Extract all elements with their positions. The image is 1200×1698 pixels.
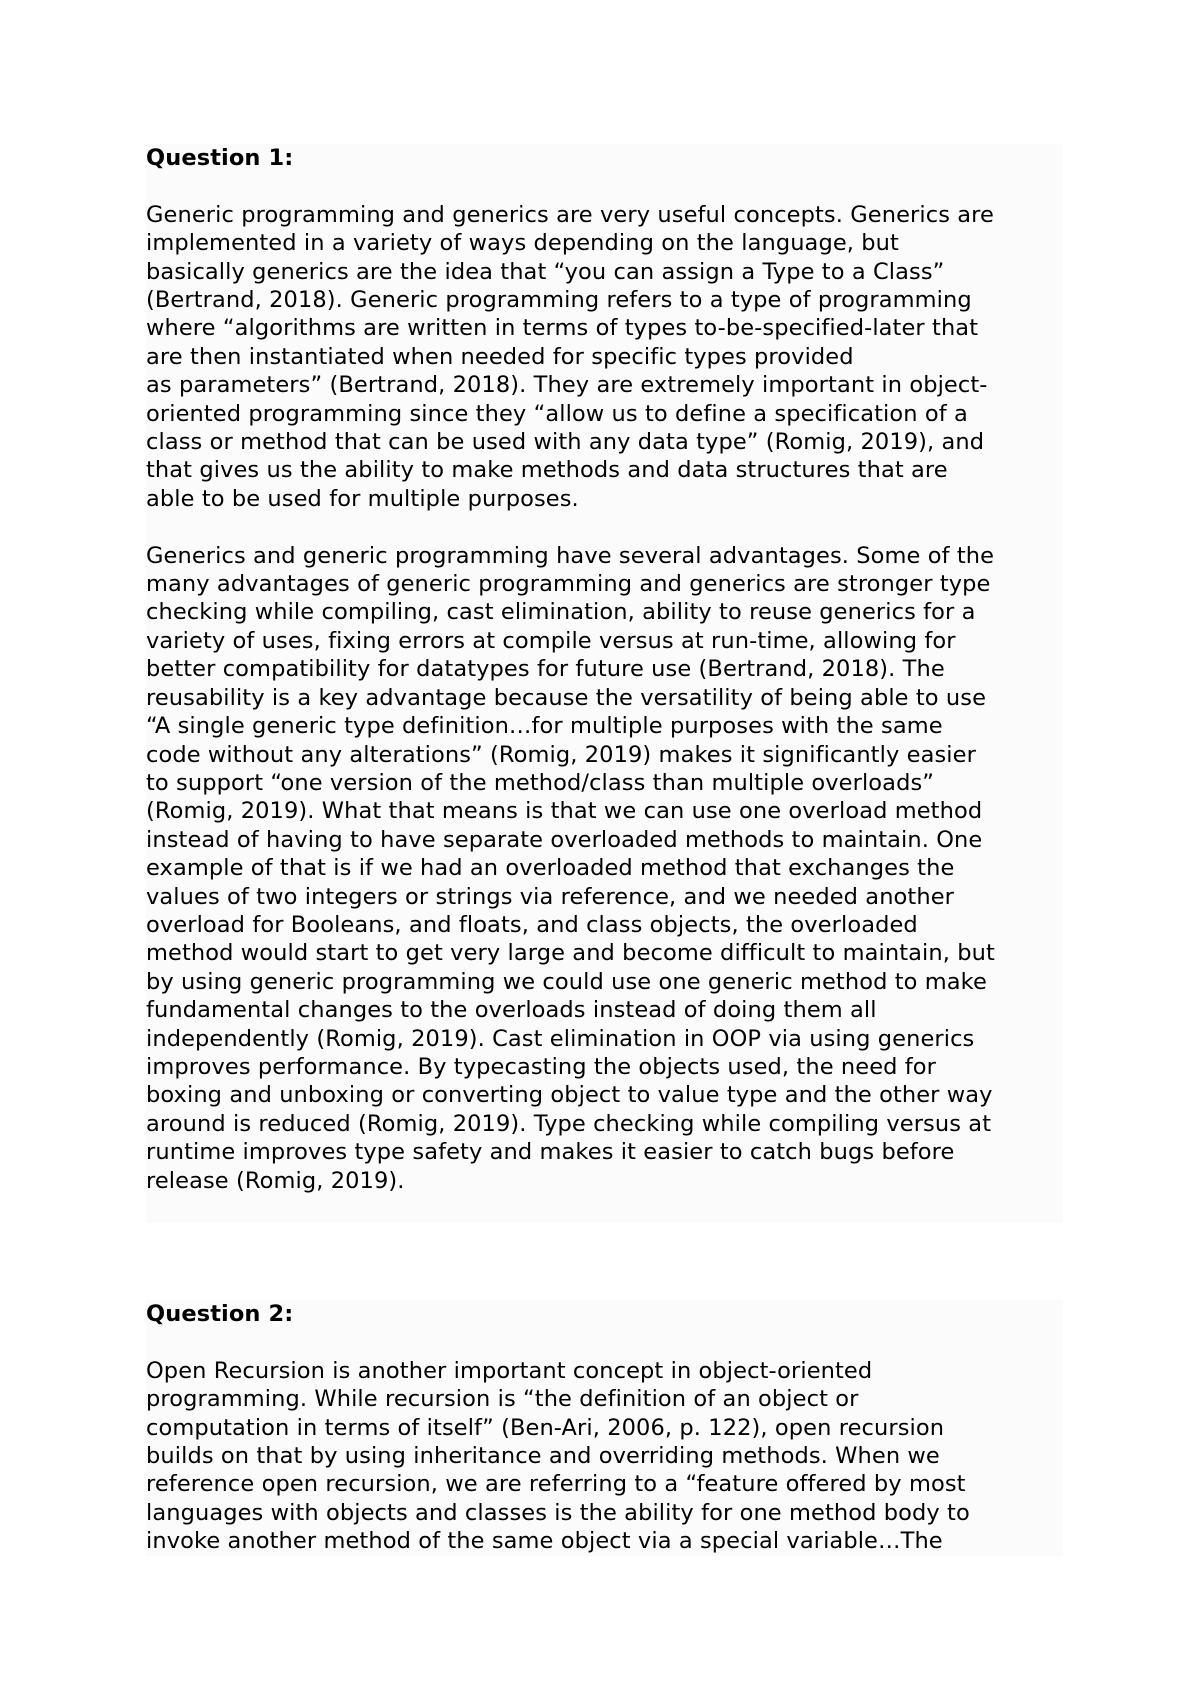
text-line: Generic programming and generics are very useful concepts. Generics are [146,201,994,228]
text-line: code without any alterations” (Romig, 2019) makes it significantly easier [146,741,976,768]
text-line: (Romig, 2019). What that means is that we can use one overload method [146,798,983,825]
question-2-section [146,1300,1063,1556]
text-line: (Bertrand, 2018). Generic programming refers to a type of programming [146,287,972,314]
text-line: languages with objects and classes is the ability for one method body to [146,1499,970,1526]
text-line: boxing and unboxing or converting object to value type and the other way [146,1082,993,1109]
question-2-heading: Question 2: [146,1301,294,1327]
spacer [146,1195,1063,1223]
question-2-paragraph-1 [146,1357,1063,1556]
spacer [146,513,1063,541]
text-line: method would start to get very large and become difficult to maintain, but [146,940,995,967]
text-line: where “algorithms are written in terms of types to-be-specified-later that [146,315,979,342]
text-line: implemented in a variety of ways depending on the language, but [146,230,899,257]
text-line: computation in terms of itself” (Ben-Ari, 2006, p. 122), open recursion [146,1414,945,1441]
text-line: around is reduced (Romig, 2019). Type checking while compiling versus at [146,1110,992,1137]
text-line: release (Romig, 2019). [146,1167,405,1194]
text-line: Generics and generic programming have several advantages. Some of the [146,542,995,569]
text-line: reusability is a key advantage because the versatility of being able to use [146,684,987,711]
text-line: values of two integers or strings via reference, and we needed another [146,883,954,910]
text-line: to support “one version of the method/class than multiple overloads” [146,769,935,796]
text-line: builds on that by using inheritance and overriding methods. When we [146,1443,940,1470]
question-1-paragraph-1 [146,201,1063,513]
text-line: Open Recursion is another important concept in object-oriented [146,1357,873,1384]
text-line: many advantages of generic programming and generics are stronger type [146,571,991,598]
text-line: improves performance. By typecasting the objects used, the need for [146,1053,937,1080]
text-line: programming. While recursion is “the definition of an object or [146,1386,859,1413]
text-line: basically generics are the idea that “you can assign a Type to a Class” [146,258,945,285]
text-line: “A single generic type definition…for multiple purposes with the same [146,713,943,740]
text-line: variety of uses, fixing errors at compile versus at run-time, allowing for [146,627,956,654]
text-line: runtime improves type safety and makes it easier to catch bugs before [146,1139,955,1166]
text-line: checking while compiling, cast elimination, ability to reuse generics for a [146,599,976,626]
text-line: able to be used for multiple purposes. [146,485,579,512]
text-line: example of that is if we had an overloaded method that exchanges the [146,855,955,882]
text-line: overload for Booleans, and floats, and class objects, the overloaded [146,911,918,938]
text-line: better compatibility for datatypes for future use (Bertrand, 2018). The [146,656,945,683]
text-line: class or method that can be used with any data type” (Romig, 2019), and [146,429,985,456]
text-line: fundamental changes to the overloads instead of doing them all [146,997,877,1024]
text-line: that gives us the ability to make methods and data structures that are [146,457,948,484]
spacer [146,172,1063,200]
text-line: by using generic programming we could use one generic method to make [146,968,987,995]
text-line: oriented programming since they “allow us to define a specification of a [146,400,968,427]
text-line: reference open recursion, we are referring to a “feature offered by most [146,1471,966,1498]
text-line: as parameters” (Bertrand, 2018). They are extremely important in object- [146,372,988,399]
text-line: are then instantiated when needed for specific types provided [146,343,854,370]
question-1-heading: Question 1: [146,145,294,171]
text-line: instead of having to have separate overloaded methods to maintain. One [146,826,983,853]
spacer [146,1328,1063,1356]
text-line: invoke another method of the same object via a special variable…The [146,1528,943,1555]
question-1-paragraph-2 [146,542,1063,1195]
text-line: independently (Romig, 2019). Cast elimination in OOP via using generics [146,1025,975,1052]
question-1-section [146,144,1063,1223]
